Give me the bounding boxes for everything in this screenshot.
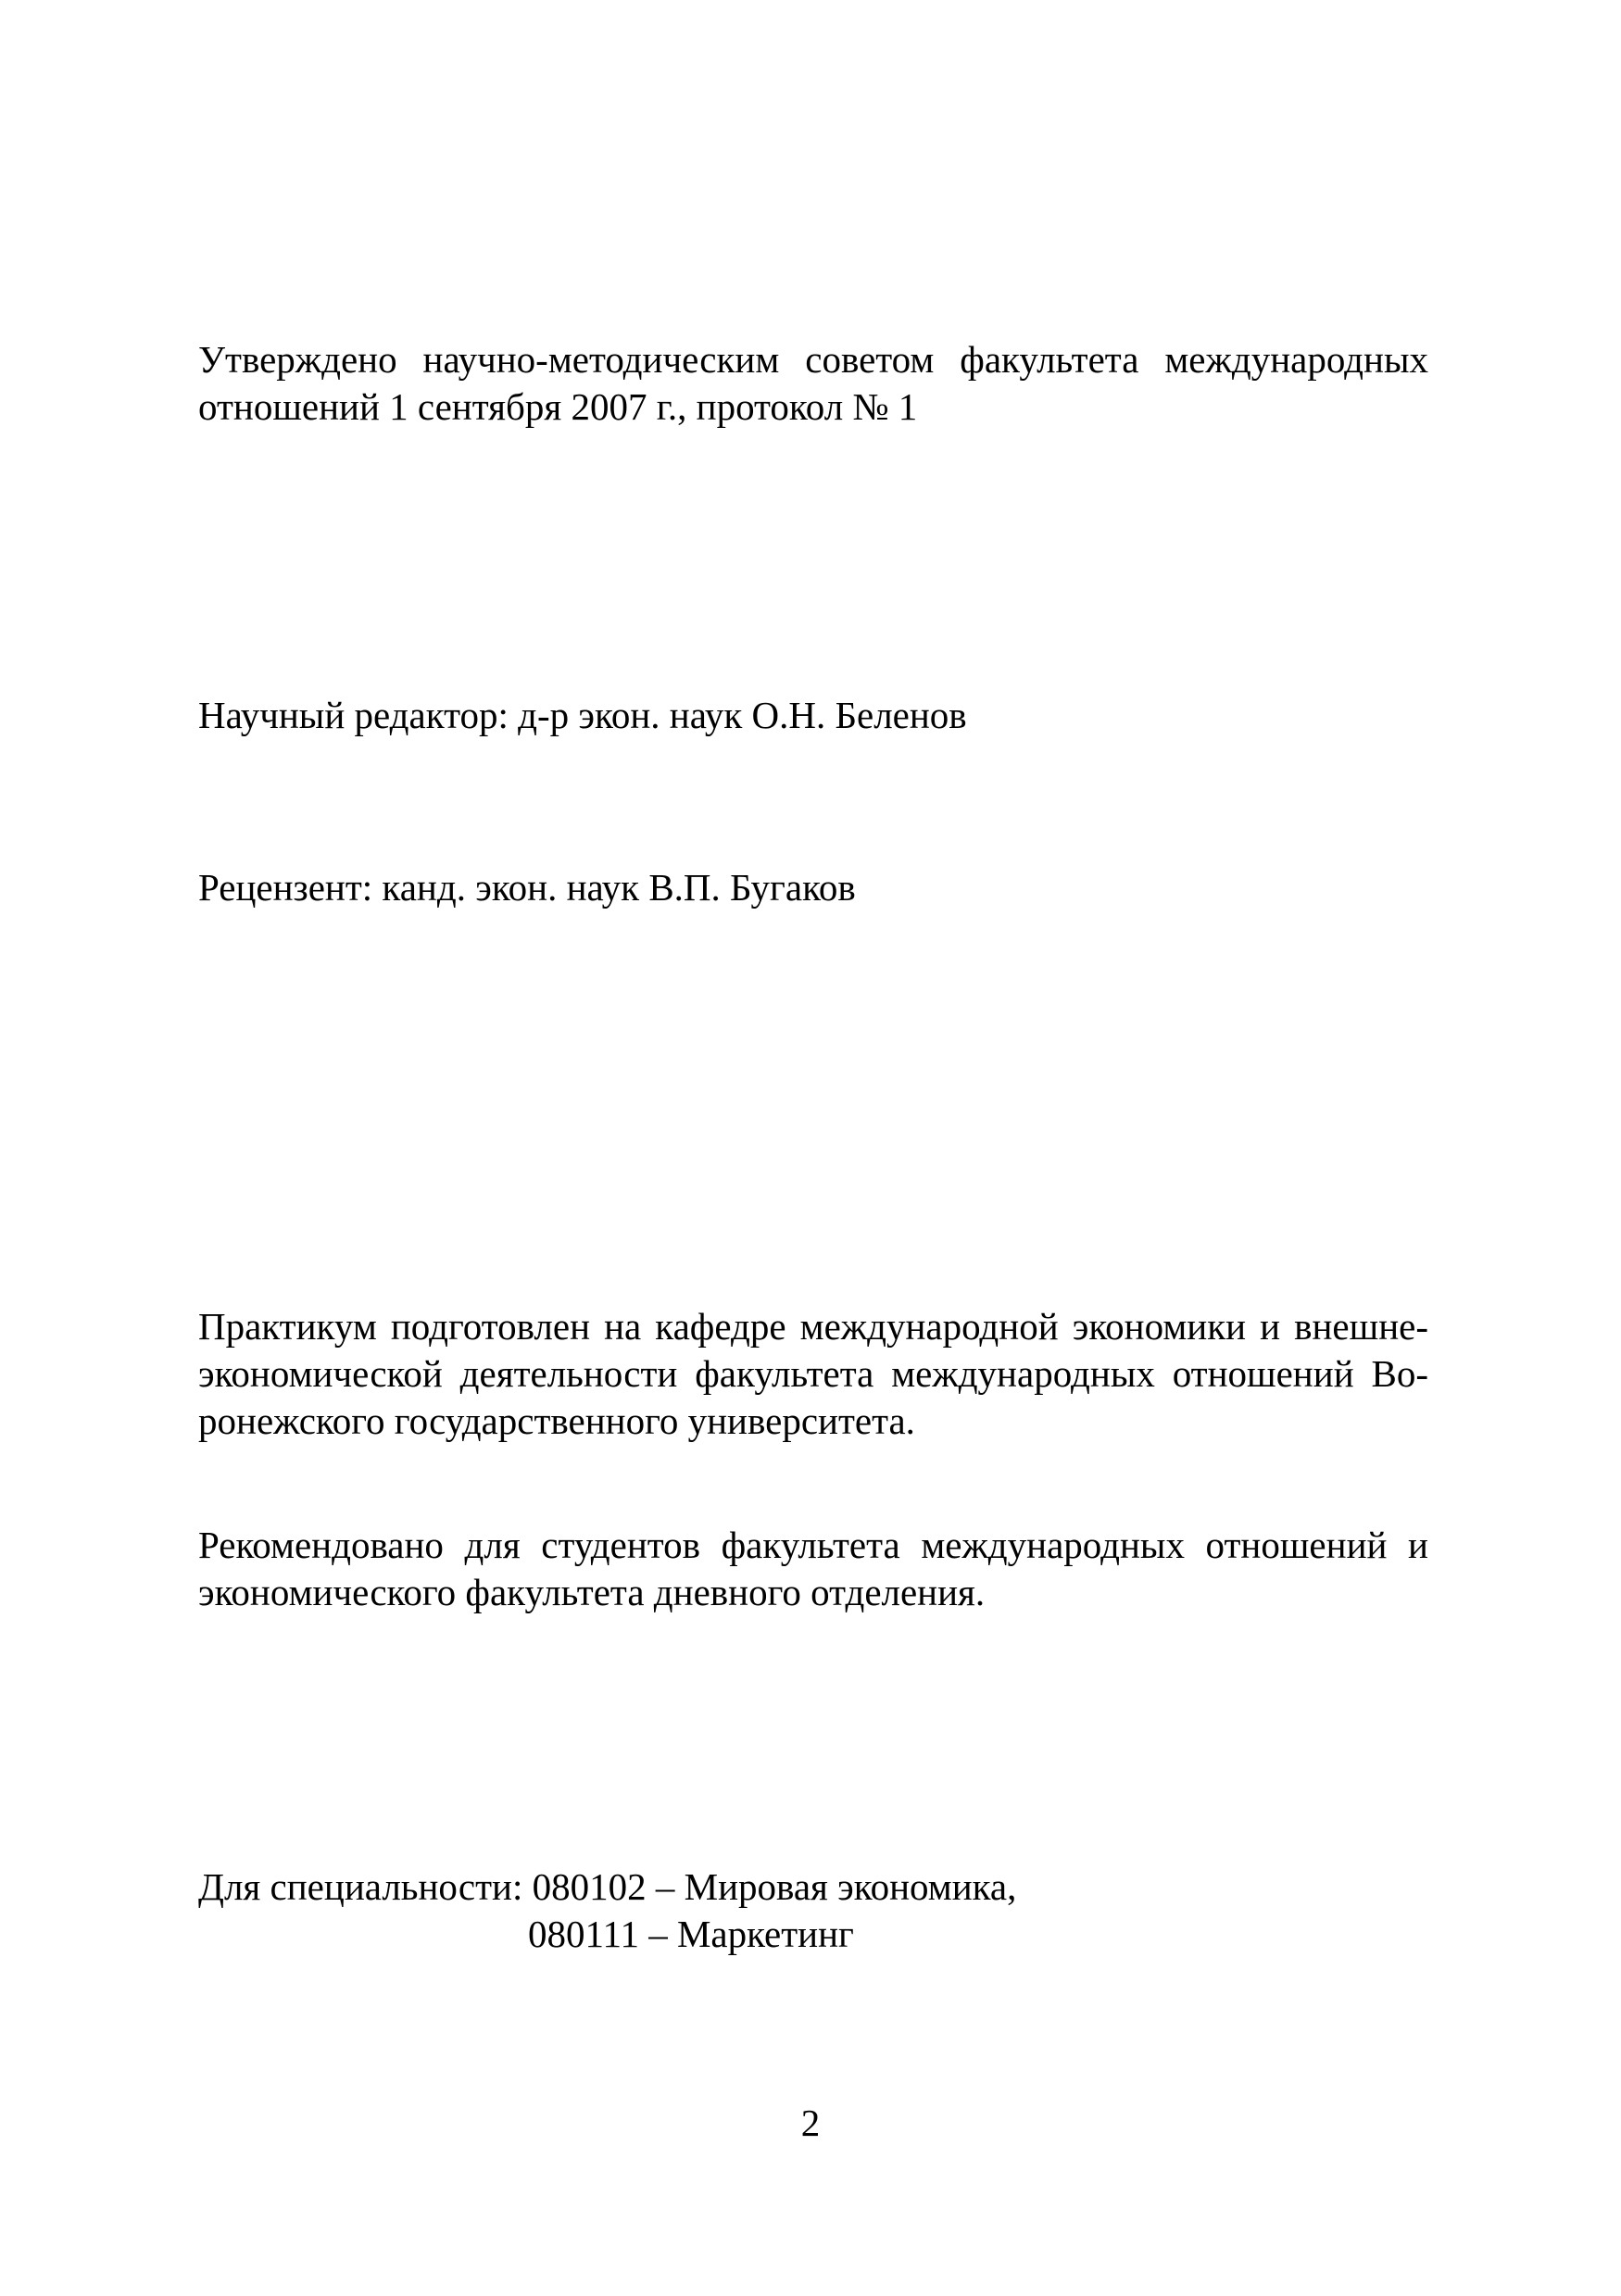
page-number: 2 [800, 2102, 821, 2144]
scientific-editor [198, 692, 1428, 739]
approval-line-1: Утверждено научно-методическим советом факультета международных [198, 338, 1428, 381]
prepared-line-2: экономической деятельности факультета международных отношений Во- [198, 1352, 1428, 1395]
specialty-info [198, 1863, 1428, 1958]
reviewer-text: Рецензент: канд. экон. наук В.П. Бугаков [198, 866, 856, 909]
recommended-line-1: Рекомендовано для студентов факультета международных отношений и [198, 1524, 1428, 1566]
reviewer [198, 864, 1428, 911]
approval-statement [198, 336, 1428, 431]
approval-line-2: отношений 1 сентября 2007 г., протокол № 1 [198, 385, 918, 428]
prepared-statement [198, 1303, 1428, 1445]
specialty-line-1: Для специальности: 080102 – Мировая экономика, [198, 1865, 1017, 1908]
recommendation-statement [198, 1522, 1428, 1616]
editor-text: Научный редактор: д-р экон. наук О.Н. Беленов [198, 694, 967, 736]
prepared-line-3: ронежского государственного университета. [198, 1399, 915, 1442]
specialty-line-2: 080111 – Маркетинг [528, 1913, 854, 1955]
recommended-line-2: экономического факультета дневного отделения. [198, 1571, 986, 1613]
prepared-line-1: Практикум подготовлен на кафедре международной экономики и внешне- [198, 1305, 1428, 1348]
